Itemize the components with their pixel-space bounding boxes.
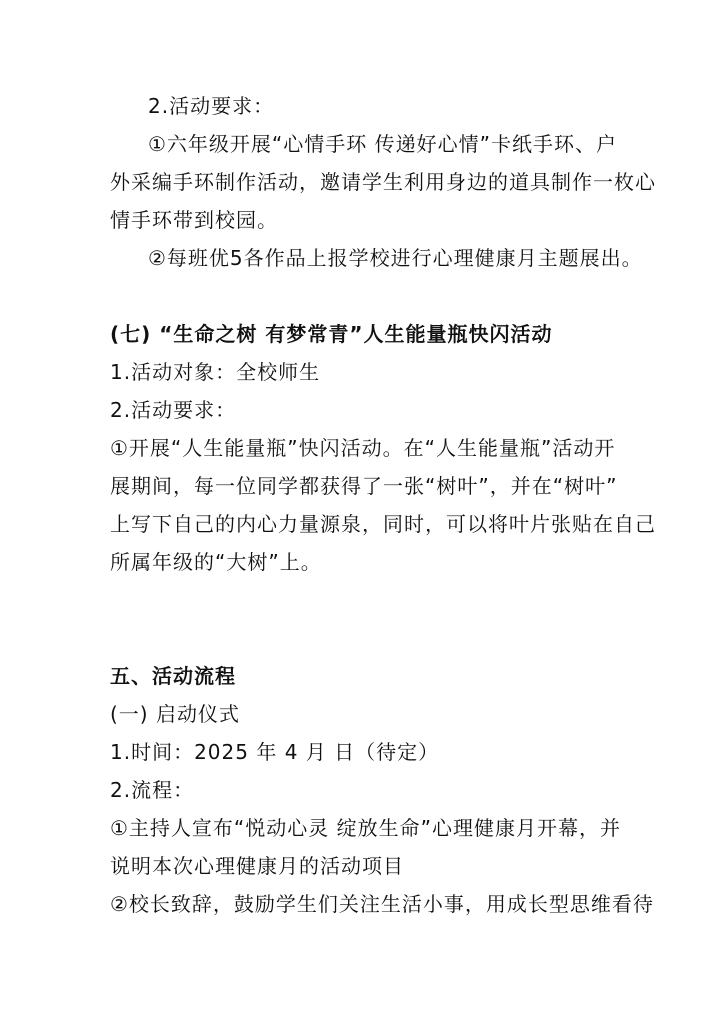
chapter-heading: 五、活动流程 xyxy=(110,664,236,688)
paragraph-line: 1.时间：2025 年 4 月 日（待定） xyxy=(110,740,440,764)
paragraph-line: 2.活动要求： xyxy=(110,398,237,422)
paragraph-line: 上写下自己的内心力量源泉，同时，可以将叶片张贴在自己 xyxy=(110,512,656,536)
paragraph-line: 2.流程： xyxy=(110,778,195,802)
paragraph-line: 情手环带到校园。 xyxy=(110,208,278,232)
paragraph-line: 1.活动对象：全校师生 xyxy=(110,360,321,384)
section-heading: (七) “生命之树 有梦常青”人生能量瓶快闪活动 xyxy=(110,322,553,346)
paragraph-line: ②校长致辞，鼓励学生们关注生活小事，用成长型思维看待 xyxy=(110,892,654,916)
section-subheading: (一) 启动仪式 xyxy=(110,702,240,726)
paragraph-line: ①主持人宣布“悦动心灵 绽放生命”心理健康月开幕，并 xyxy=(110,816,622,840)
paragraph-line: 展期间，每一位同学都获得了一张“树叶”，并在“树叶” xyxy=(110,474,618,498)
paragraph-line: 所属年级的“大树”上。 xyxy=(110,550,322,574)
paragraph-line: 说明本次心理健康月的活动项目 xyxy=(110,854,404,878)
paragraph-line: ①开展“人生能量瓶”快闪活动。在“人生能量瓶”活动开 xyxy=(110,436,616,460)
paragraph-line: ②每班优5各作品上报学校进行心理健康月主题展出。 xyxy=(148,246,643,270)
paragraph-line: ①六年级开展“心情手环 传递好心情”卡纸手环、户 xyxy=(148,132,618,156)
section-subheading: 2.活动要求： xyxy=(148,94,275,118)
paragraph-line: 外采编手环制作活动，邀请学生利用身边的道具制作一枚心 xyxy=(110,170,656,194)
